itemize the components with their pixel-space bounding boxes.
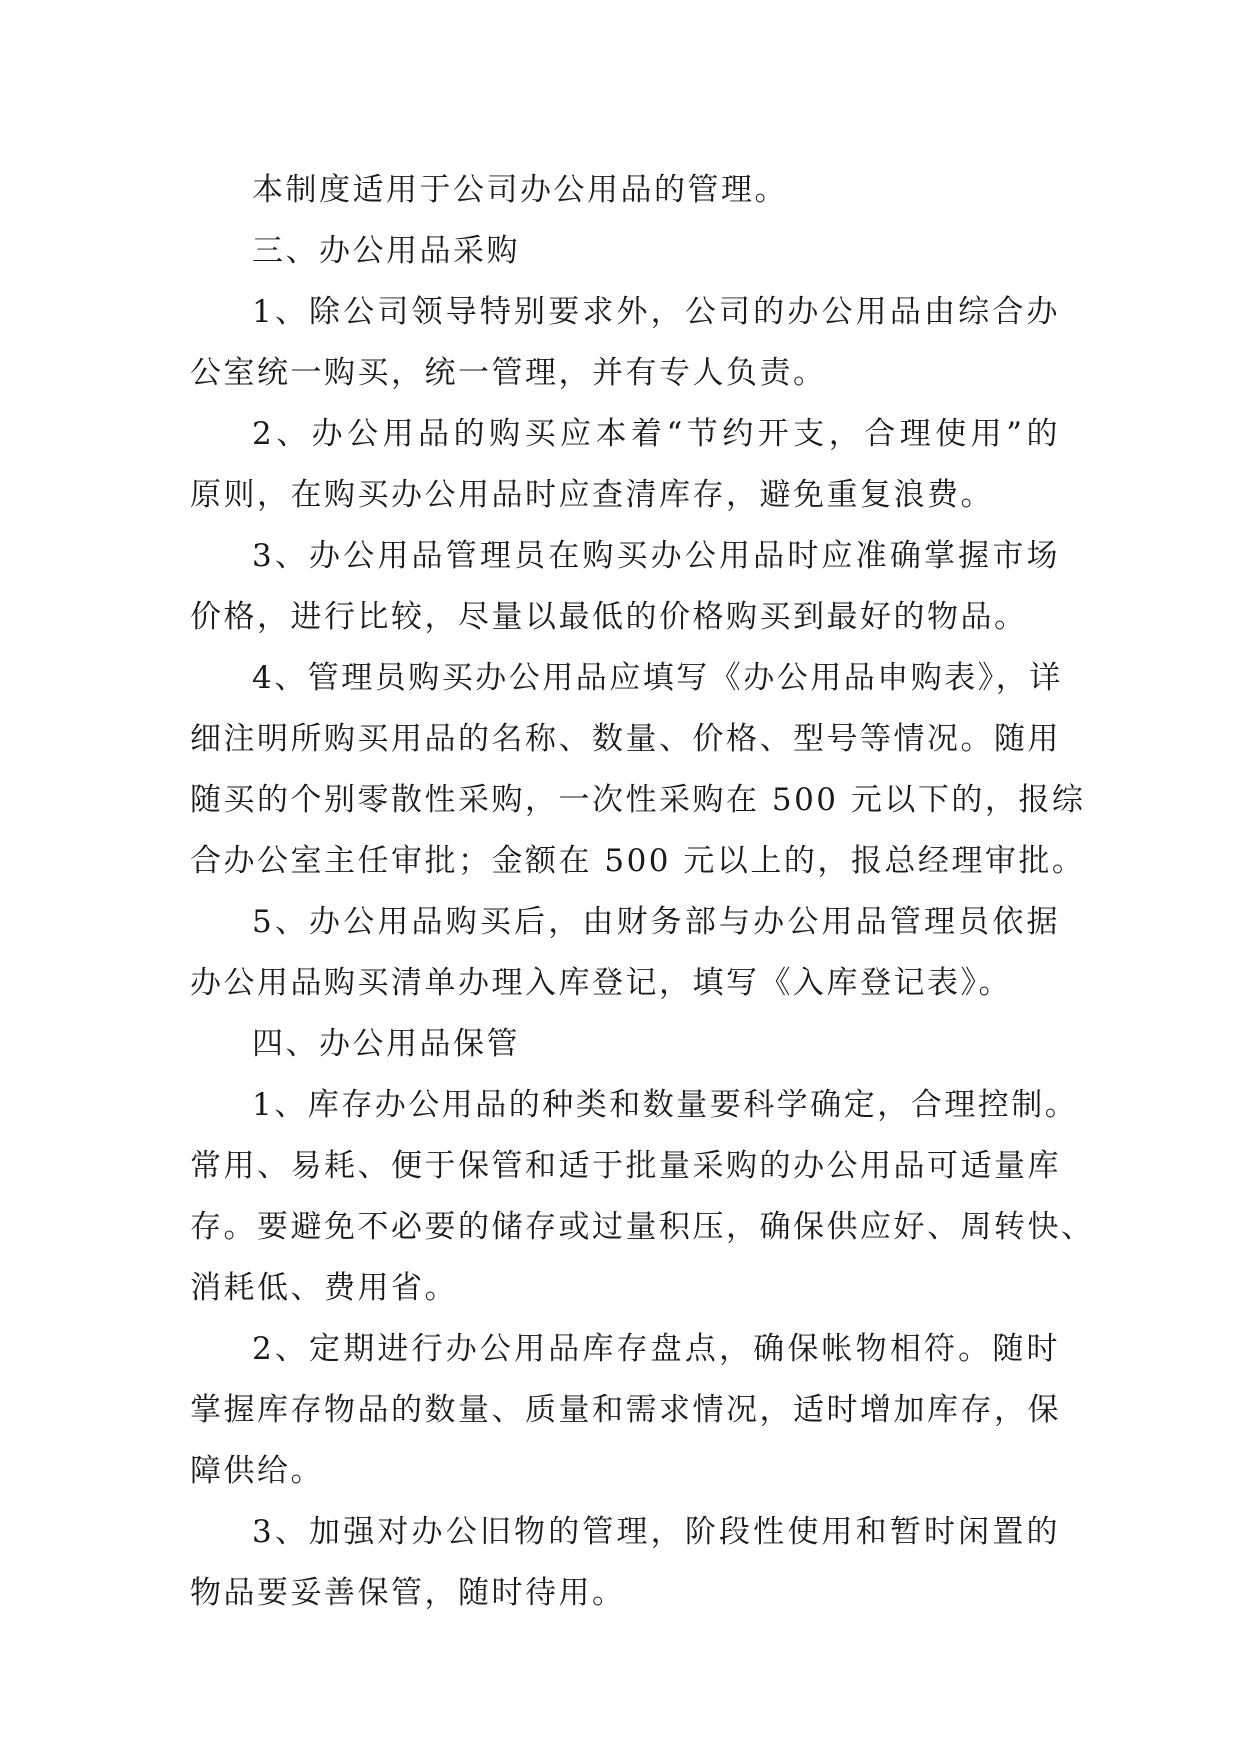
text-line: 原则，在购买办公用品时应查清库存，避免重复浪费。	[190, 477, 994, 513]
text-line: 障供给。	[190, 1453, 324, 1489]
text-line: 3、办公用品管理员在购买办公用品时应准确掌握市场	[252, 538, 1060, 574]
text-line: 办公用品购买清单办理入库登记，填写《入库登记表》。	[190, 965, 1012, 1001]
text-line: 常用、易耗、便于保管和适于批量采购的办公用品可适量库	[190, 1148, 1061, 1184]
text-line: 掌握库存物品的数量、质量和需求情况，适时增加库存，保	[190, 1392, 1061, 1428]
text-line: 1、除公司领导特别要求外，公司的办公用品由综合办	[252, 294, 1060, 330]
text-line: 合办公室主任审批；金额在 500 元以上的，报总经理审批。	[190, 843, 1086, 879]
text-line: 消耗低、费用省。	[190, 1270, 458, 1306]
text-line: 公室统一购买，统一管理，并有专人负责。	[190, 355, 827, 391]
text-line: 4、管理员购买办公用品应填写《办公用品申购表》，详	[252, 660, 1063, 696]
text-line: 2、办公用品的购买应本着“节约开支，合理使用”的	[252, 416, 1060, 452]
text-line: 随买的个别零散性采购，一次性采购在 500 元以下的，报综	[190, 782, 1086, 818]
section-heading: 三、办公用品采购	[252, 233, 520, 269]
text-line: 价格，进行比较，尽量以最低的价格购买到最好的物品。	[190, 599, 1028, 635]
text-line: 2、定期进行办公用品库存盘点，确保帐物相符。随时	[252, 1331, 1060, 1367]
section-heading: 四、办公用品保管	[252, 1026, 520, 1062]
text-line: 1、库存办公用品的种类和数量要科学确定，合理控制。	[252, 1087, 1079, 1123]
text-line: 本制度适用于公司办公用品的管理。	[252, 172, 788, 208]
text-line: 存。要避免不必要的储存或过量积压，确保供应好、周转快、	[190, 1209, 1095, 1245]
text-line: 3、加强对办公旧物的管理，阶段性使用和暂时闲置的	[252, 1514, 1060, 1550]
text-line: 5、办公用品购买后，由财务部与办公用品管理员依据	[252, 904, 1060, 940]
text-line: 细注明所购买用品的名称、数量、价格、型号等情况。随用	[190, 721, 1061, 757]
document-body	[190, 160, 1095, 1624]
text-line: 物品要妥善保管，随时待用。	[190, 1575, 626, 1611]
